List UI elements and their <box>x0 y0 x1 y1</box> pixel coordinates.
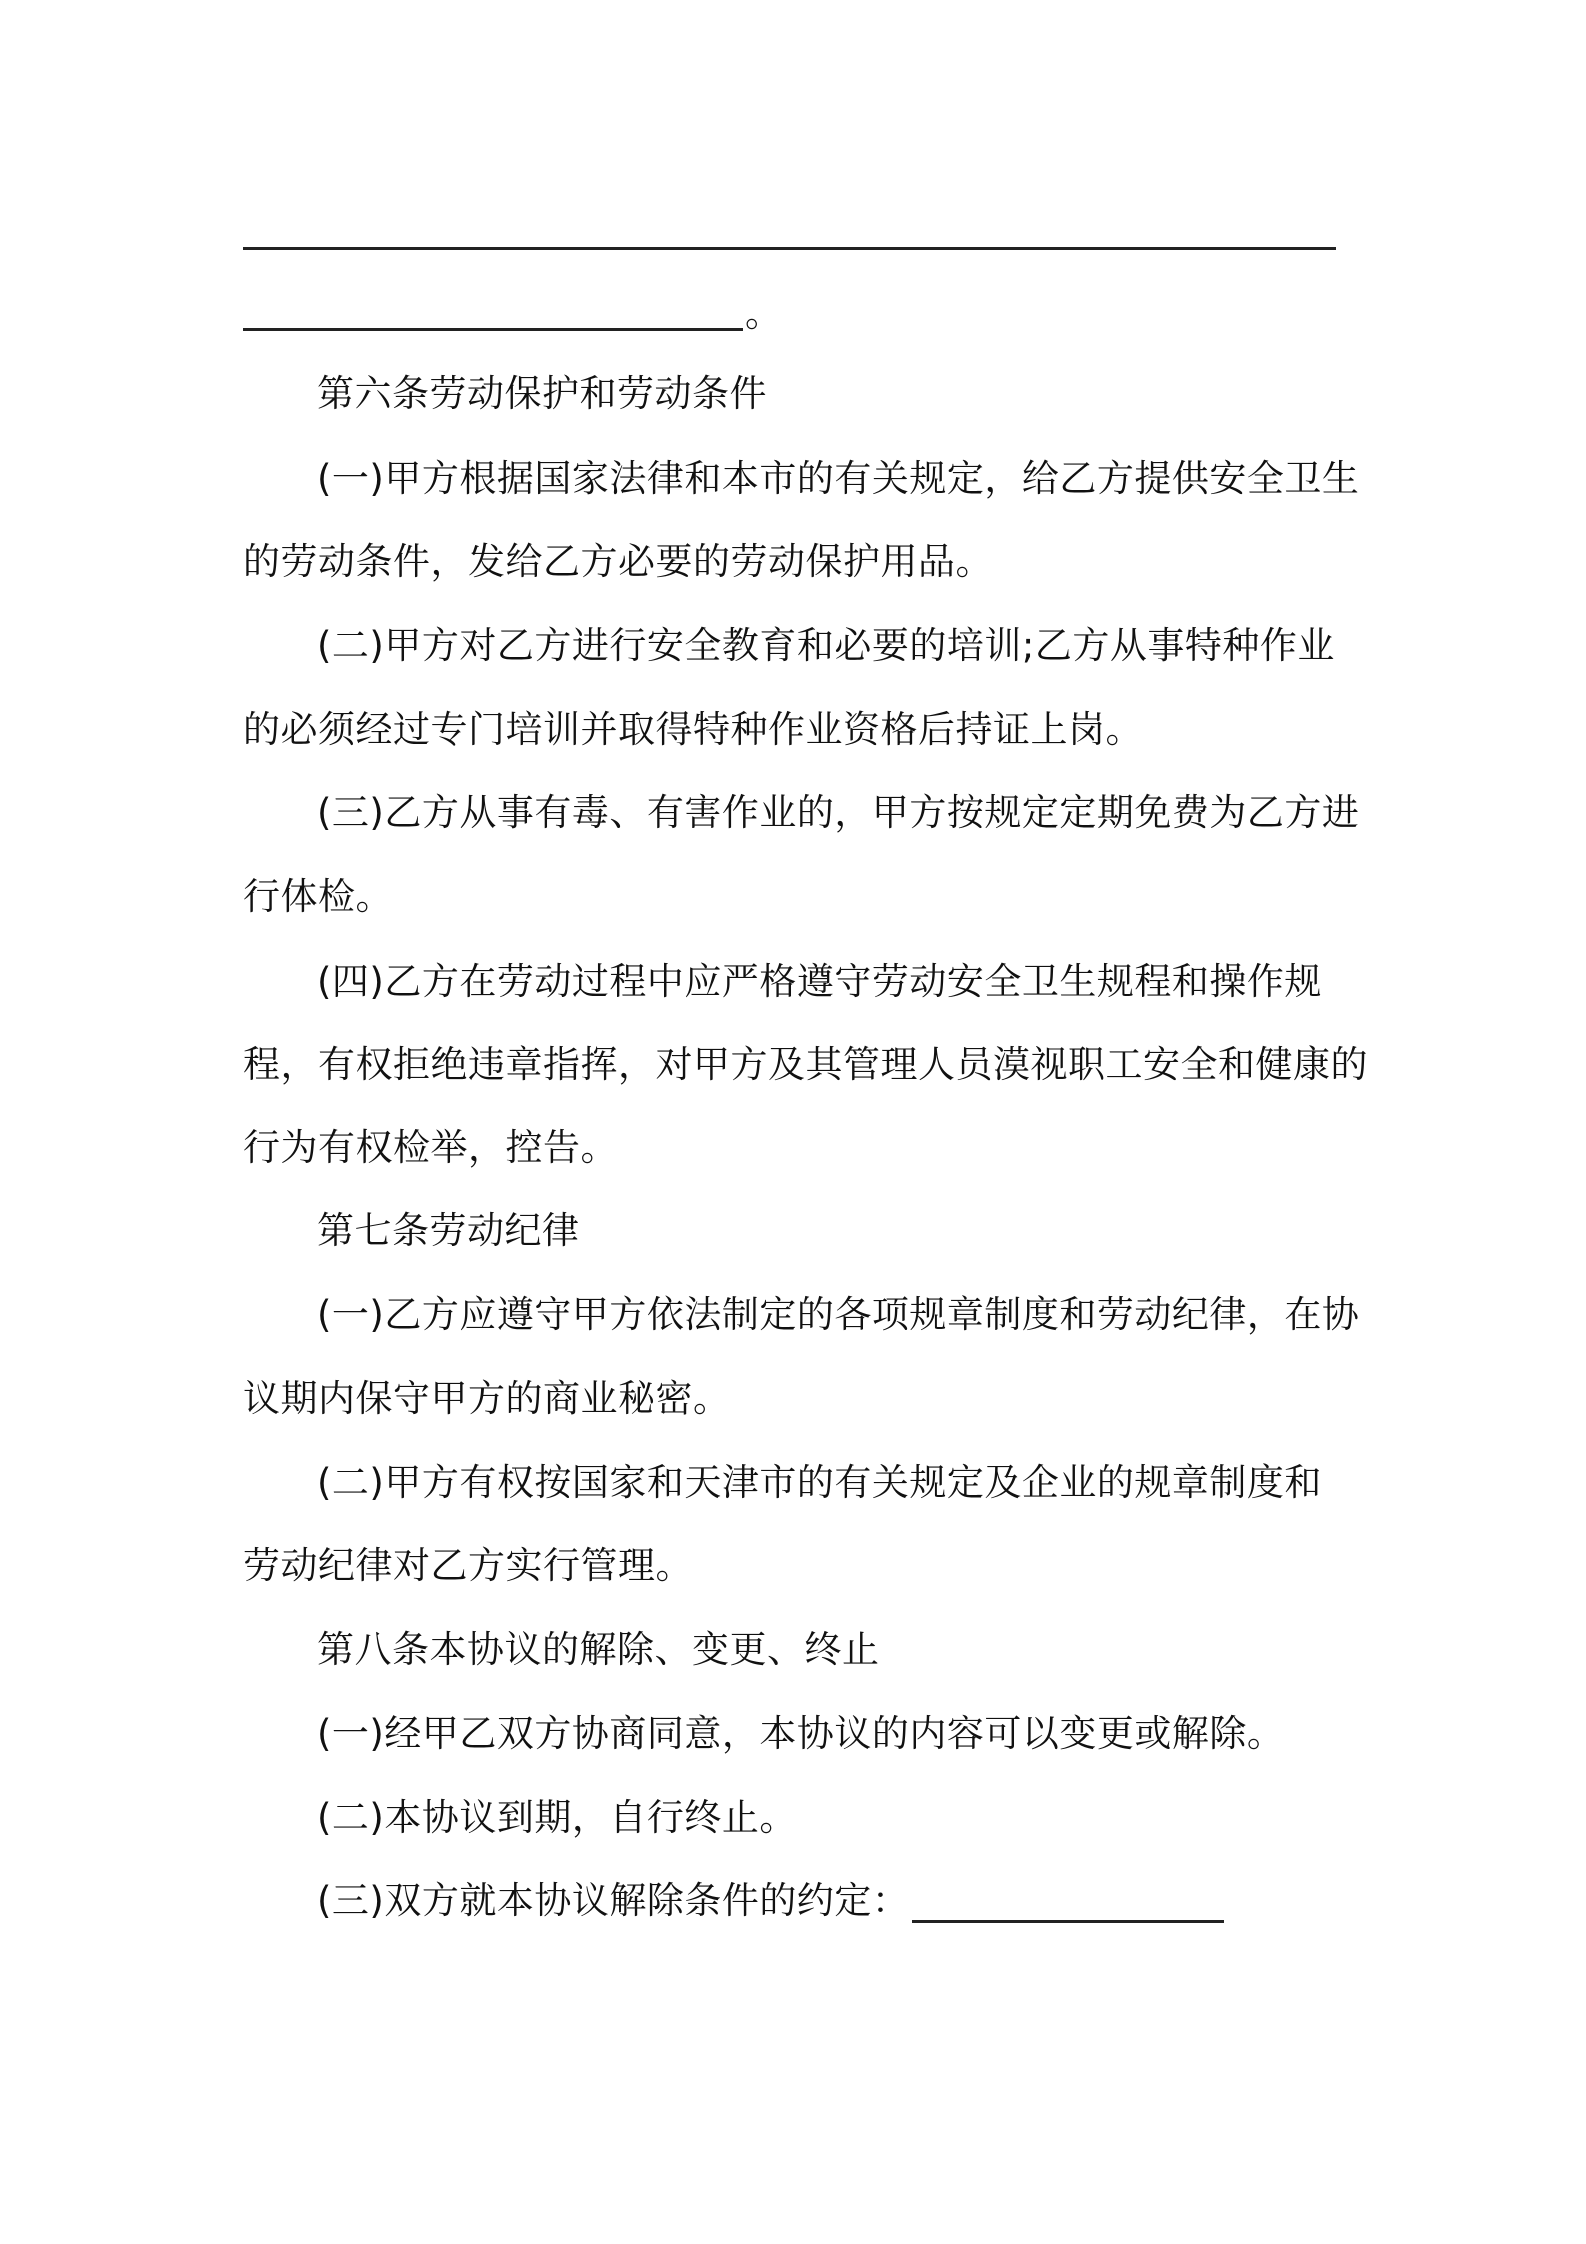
article-6-item-2-line-1: (二)甲方对乙方进行安全教育和必要的培训;乙方从事特种作业 <box>317 624 1335 667</box>
article-7-heading: 第七条劳动纪律 <box>317 1209 580 1252</box>
article-6-item-4-line-2: 程，有权拒绝违章指挥，对甲方及其管理人员漠视职工安全和健康的 <box>243 1043 1368 1086</box>
blank-line-1 <box>243 247 1336 250</box>
blank-line-end-mark: 。 <box>745 292 783 335</box>
article-6-item-4-line-3: 行为有权检举，控告。 <box>243 1126 618 1169</box>
article-7-item-1-line-1: (一)乙方应遵守甲方依法制定的各项规章制度和劳动纪律，在协 <box>317 1293 1360 1336</box>
article-7-item-2-line-2: 劳动纪律对乙方实行管理。 <box>243 1544 693 1587</box>
article-6-item-4-line-1: (四)乙方在劳动过程中应严格遵守劳动安全卫生规程和操作规 <box>317 960 1322 1003</box>
article-6-item-1-line-2: 的劳动条件，发给乙方必要的劳动保护用品。 <box>243 540 993 583</box>
article-6-item-2-line-2: 的必须经过专门培训并取得特种作业资格后持证上岗。 <box>243 708 1143 751</box>
article-6-heading: 第六条劳动保护和劳动条件 <box>317 372 767 415</box>
article-7-item-2-line-1: (二)甲方有权按国家和天津市的有关规定及企业的规章制度和 <box>317 1461 1322 1504</box>
article-6-item-1-line-1: (一)甲方根据国家法律和本市的有关规定，给乙方提供安全卫生 <box>317 457 1360 500</box>
article-6-item-3-line-2: 行体检。 <box>243 875 393 918</box>
article-8-heading: 第八条本协议的解除、变更、终止 <box>317 1628 880 1671</box>
article-8-item-3-blank <box>912 1920 1224 1923</box>
article-7-item-1-line-2: 议期内保守甲方的商业秘密。 <box>243 1377 731 1420</box>
blank-line-2 <box>243 328 743 331</box>
article-8-item-1: (一)经甲乙双方协商同意，本协议的内容可以变更或解除。 <box>317 1712 1285 1755</box>
article-6-item-3-line-1: (三)乙方从事有毒、有害作业的，甲方按规定定期免费为乙方进 <box>317 791 1360 834</box>
article-8-item-2: (二)本协议到期，自行终止。 <box>317 1796 797 1839</box>
article-8-item-3: (三)双方就本协议解除条件的约定： <box>317 1879 910 1922</box>
